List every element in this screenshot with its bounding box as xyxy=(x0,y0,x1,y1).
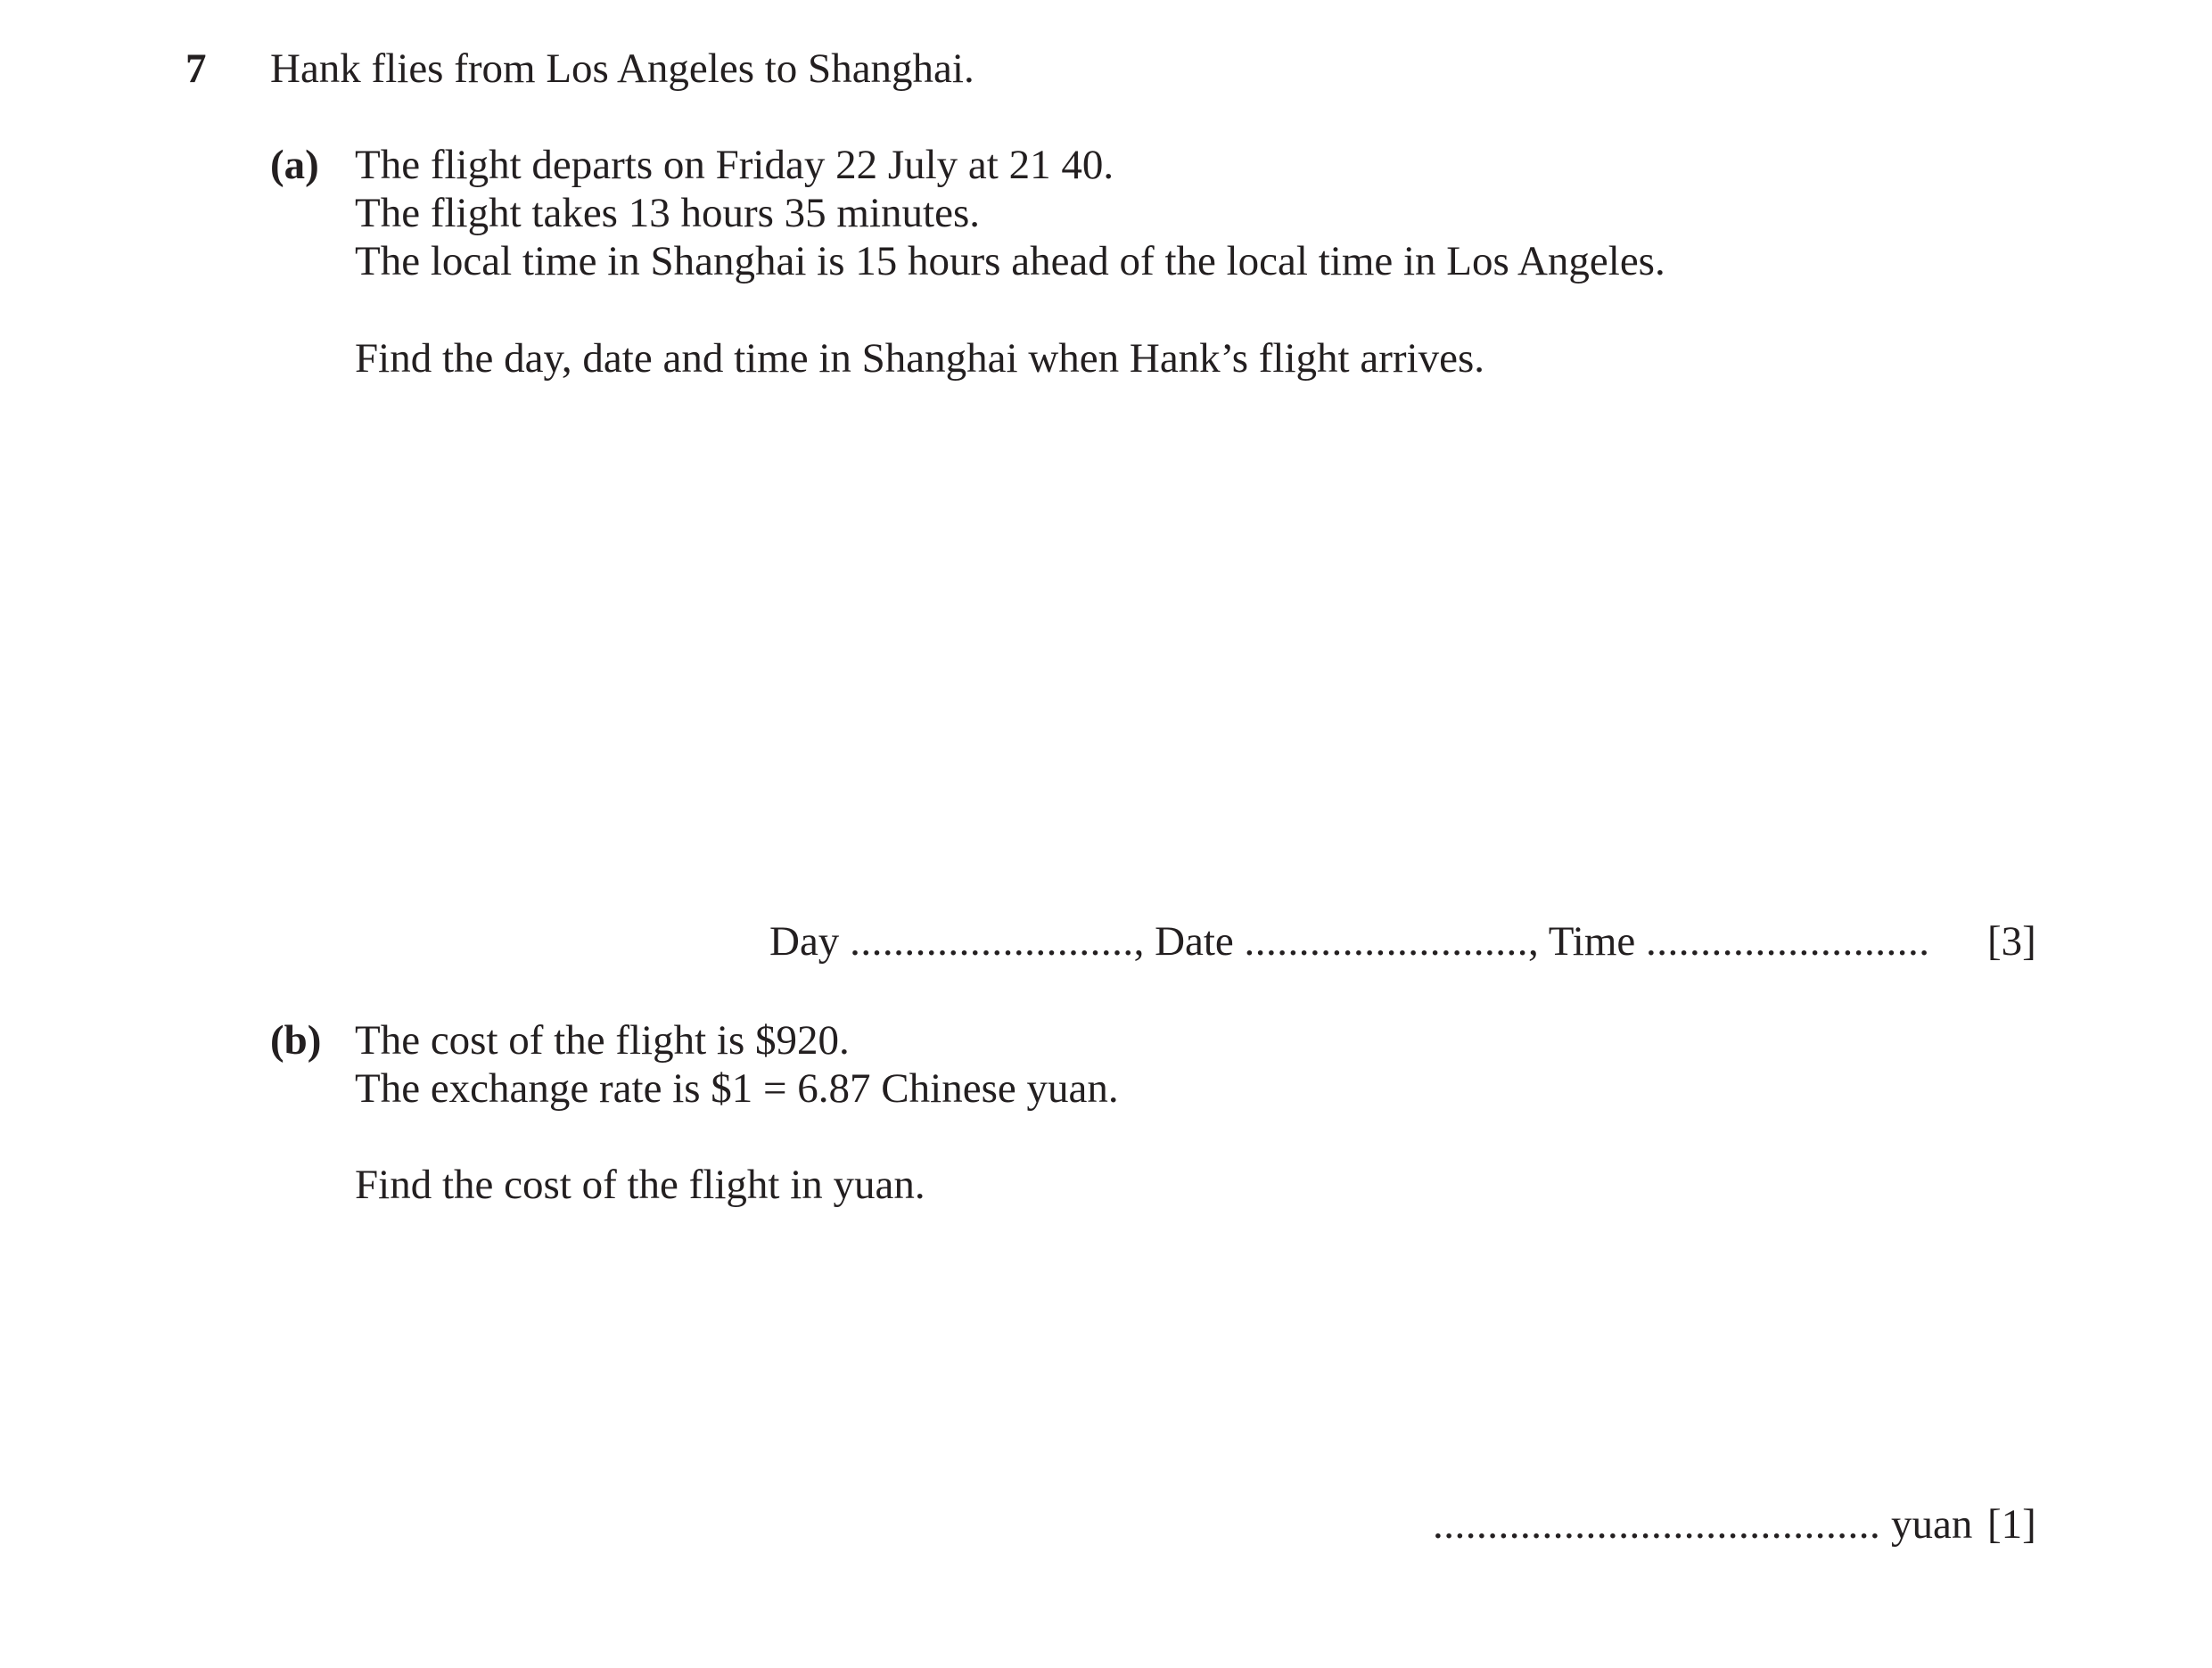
part-a-line-1: The flight departs on Friday 22 July at 21 40. xyxy=(355,142,1114,188)
question-intro: Hank flies from Los Angeles to Shanghai. xyxy=(270,45,974,92)
part-a-line-3: The local time in Shanghai is 15 hours ahead of the local time in Los Angeles. xyxy=(355,238,1665,284)
part-a-marks: [3] xyxy=(1987,918,2036,965)
part-b-label: (b) xyxy=(270,1017,322,1064)
part-b-instruction: Find the cost of the flight in yuan. xyxy=(355,1162,925,1208)
question-number: 7 xyxy=(185,45,207,92)
date-label: Date xyxy=(1155,918,1234,965)
part-a-instruction: Find the day, date and time in Shanghai when Hank’s flight arrives. xyxy=(355,335,1484,382)
part-a-line-2: The flight takes 13 hours 35 minutes. xyxy=(355,190,980,236)
date-answer-field[interactable]: .......................... xyxy=(1244,918,1529,965)
part-b-marks: [1] xyxy=(1987,1501,2036,1548)
part-a-label: (a) xyxy=(270,142,319,188)
time-label: Time xyxy=(1548,918,1636,965)
time-answer-field[interactable]: .......................... xyxy=(1646,918,1930,965)
yuan-answer-field[interactable]: ......................................... xyxy=(1433,1501,1881,1548)
day-label: Day xyxy=(769,918,840,965)
part-a-answer-line xyxy=(769,917,1930,965)
part-b-line-1: The cost of the flight is $920. xyxy=(355,1017,850,1064)
day-separator: , xyxy=(1133,918,1145,965)
date-separator: , xyxy=(1528,918,1539,965)
yuan-unit: yuan xyxy=(1891,1501,1973,1548)
day-answer-field[interactable]: .......................... xyxy=(850,918,1134,965)
part-b-answer-line xyxy=(1433,1500,1972,1549)
part-b-line-2: The exchange rate is $1 = 6.87 Chinese yuan. xyxy=(355,1065,1119,1112)
